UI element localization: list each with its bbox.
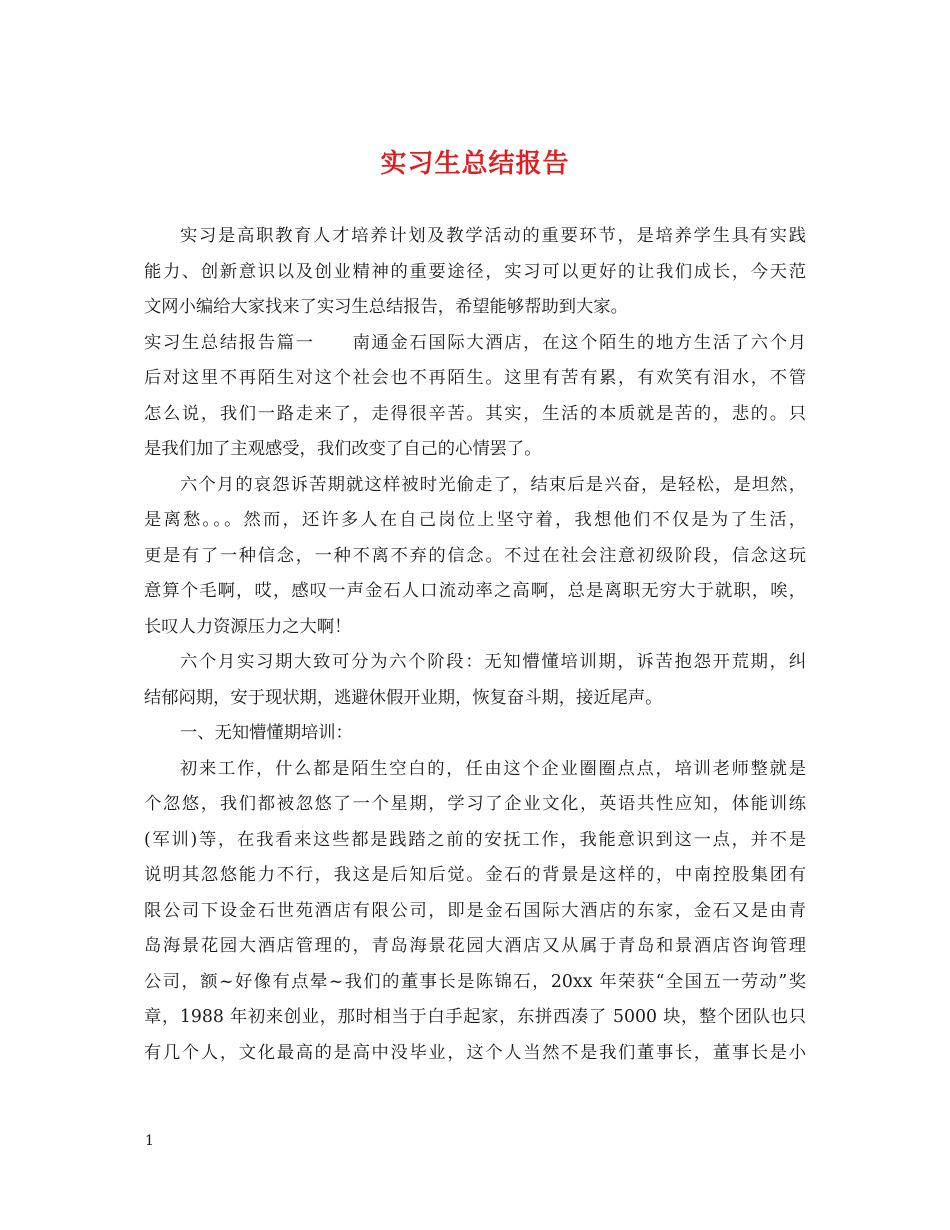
document-body [144,219,806,1071]
body-line: 更是有了一种信念，一种不离不弃的信念。不过在社会注意初级阶段，信念这玩 [144,545,806,566]
body-line: 初来工作，什么都是陌生空白的，任由这个企业圈圈点点，培训老师整就是 [180,758,806,779]
body-line: 六个月实习期大致可分为六个阶段：无知懵懂培训期，诉苦抱怨开荒期，纠 [180,652,806,672]
body-line: 个忽悠，我们都被忽悠了一个星期，学习了企业文化，英语共性应知，体能训练 [144,794,806,814]
body-line: 限公司下设金石世苑酒店有限公司，即是金石国际大酒店的东家，金石又是由青 [144,900,806,921]
body-line: 有几个人，文化最高的是高中没毕业，这个人当然不是我们董事长，董事长是小 [144,1042,806,1063]
body-line: 岛海景花园大酒店管理的，青岛海景花园大酒店又从属于青岛和景酒店咨询管理 [144,936,806,956]
section-heading: 一、无知懵懂期培训： [180,723,353,743]
page-number: 1 [145,1133,154,1149]
body-line: 结郁闷期，安于现状期，逃避休假开业期，恢复奋斗期，接近尾声。 [144,687,663,708]
body-line: 文网小编给大家找来了实习生总结报告，希望能够帮助到大家。 [144,297,628,317]
body-line: 能力、创新意识以及创业精神的重要途径，实习可以更好的让我们成长，今天范 [144,261,806,282]
body-line: 章，1988 年初来创业，那时相当于白手起家，东拼西凑了 5000 块，整个团队也只 [144,1007,806,1027]
body-line: 是我们加了主观感受，我们改变了自己的心情罢了。 [144,439,542,459]
body-line: 实习生总结报告篇一 南通金石国际大酒店，在这个陌生的地方生活了六个月 [144,332,806,353]
body-line: 六个月的哀怨诉苦期就这样被时光偷走了，结束后是兴奋，是轻松，是坦然， [180,474,806,495]
body-line: 实习是高职教育人才培养计划及教学活动的重要环节，是培养学生具有实践 [180,226,806,246]
document-title: 实习生总结报告 [380,149,570,179]
body-line: 是离愁。。。然而，还许多人在自己岗位上坚守着，我想他们不仅是为了生活， [144,510,806,530]
body-line: 后对这里不再陌生对这个社会也不再陌生。这里有苦有累，有欢笑有泪水，不管 [144,368,806,388]
body-line: 说明其忽悠能力不行，我这是后知后觉。金石的背景是这样的，中南控股集团有 [144,865,806,885]
body-line: 意算个毛啊，哎，感叹一声金石人口流动率之高啊，总是离职无穷大于就职，唉， [144,581,806,601]
body-line: 长叹人力资源压力之大啊！ [144,616,352,637]
body-line: 怎么说，我们一路走来了，走得很辛苦。其实，生活的本质就是苦的，悲的。只 [144,403,806,424]
body-line: (军训)等，在我看来这些都是践踏之前的安抚工作，我能意识到这一点，并不是 [144,829,806,850]
body-line: 公司，额~好像有点晕~我们的董事长是陈锦石，20xx 年荣获“全国五一劳动”奖 [144,971,806,992]
